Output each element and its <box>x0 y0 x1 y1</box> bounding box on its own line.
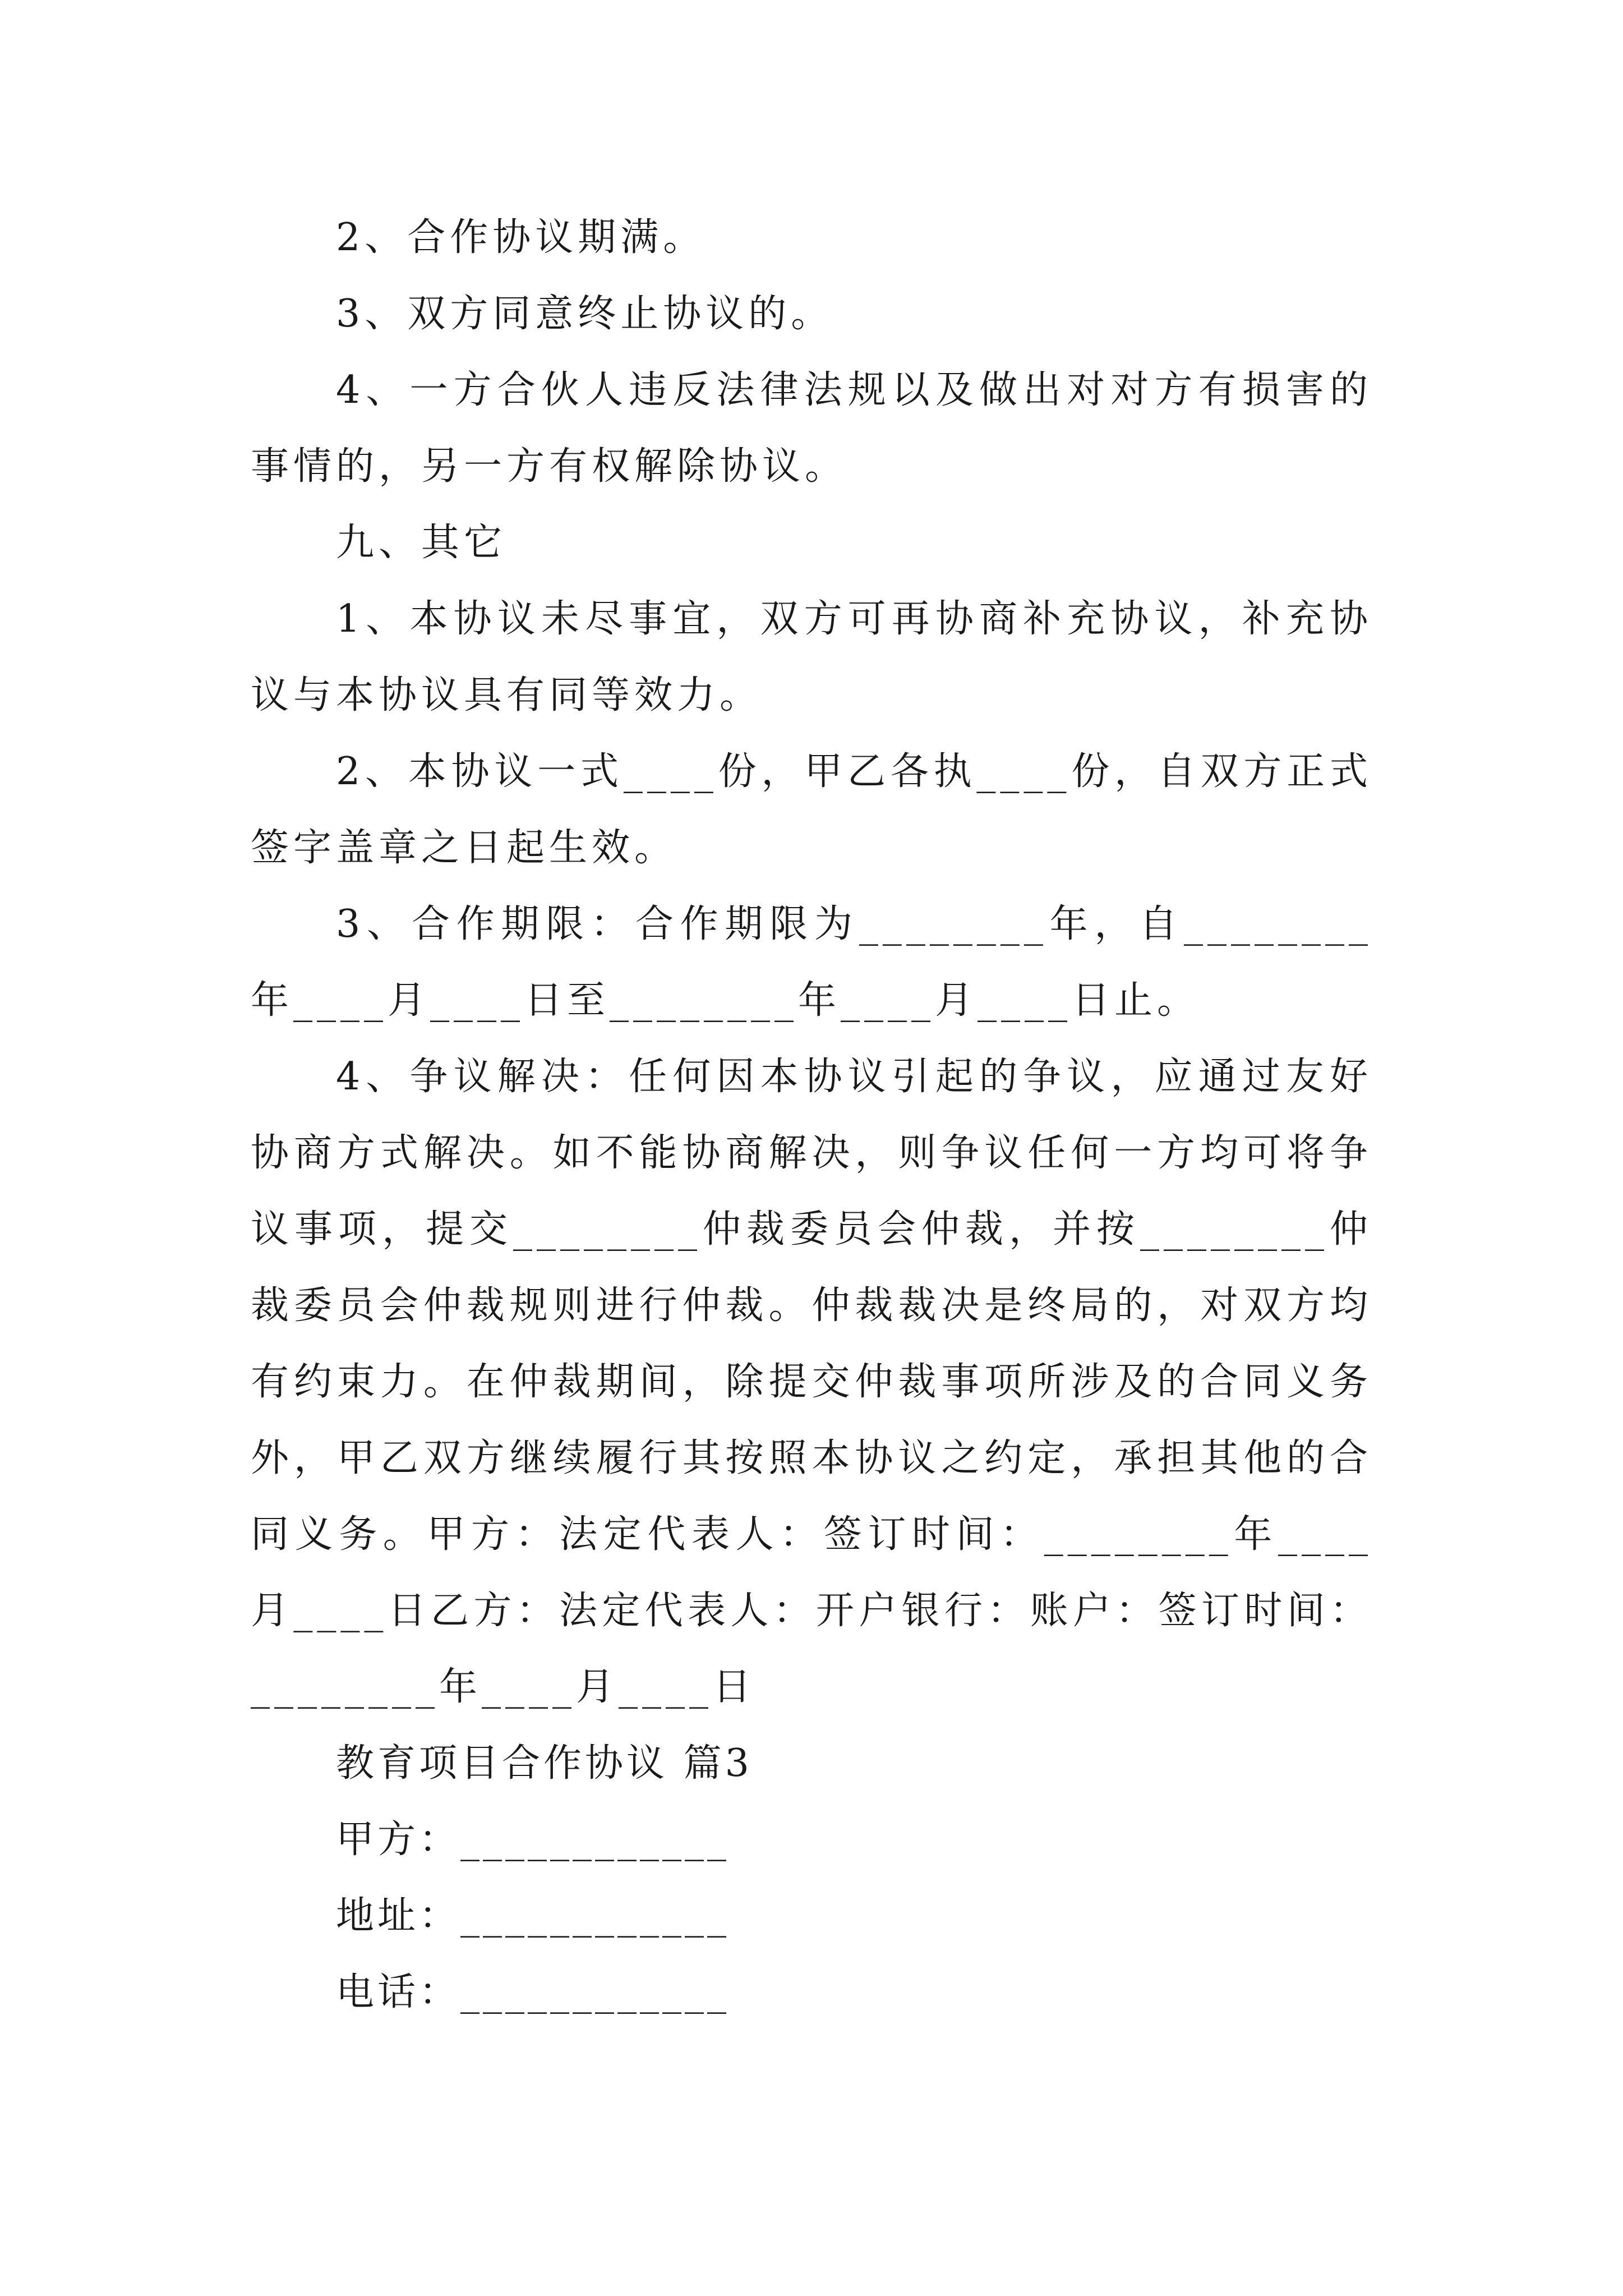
party-a-field: 甲方：____________ <box>336 1818 730 1862</box>
document-page <box>251 200 1372 2031</box>
section-heading: 九、其它 <box>336 521 507 565</box>
clause-paragraph: 4、一方合伙人违反法律法规以及做出对对方有损害的事情的，另一方有权解除协议。 <box>251 368 1372 489</box>
clause-paragraph: 3、双方同意终止协议的。 <box>336 292 834 336</box>
clause-paragraph: 4、争议解决：任何因本协议引起的争议，应通过友好协商方式解决。如不能协商解决，则争议任何一方均可将争议事项，提交________仲裁委员会仲裁，并按________仲裁委员会仲裁规则进行仲裁。仲裁裁决是终局的，对双方均有约束力。在仲裁期间，除提交仲裁事项所涉及的合同义务外，甲乙双方继续履行其按照本协议之约定，承担其他的合同义务。甲方：法定代表人：签订时间：________年____月____日乙方：法定代表人：开户银行：账户：签订时间：________年____月____日 <box>251 1055 1372 1709</box>
clause-paragraph: 2、本协议一式____份，甲乙各执____份，自双方正式签字盖章之日起生效。 <box>251 749 1372 870</box>
clause-paragraph: 3、合作期限：合作期限为________年，自________年____月____日至________年____月____日止。 <box>251 902 1372 1023</box>
clause-paragraph: 2、合作协议期满。 <box>336 215 706 260</box>
phone-field: 电话：____________ <box>336 1970 730 2014</box>
clause-paragraph: 1、本协议未尽事宜，双方可再协商补充协议，补充协议与本协议具有同等效力。 <box>251 597 1372 717</box>
address-field: 地址：____________ <box>336 1894 730 1938</box>
agreement-title: 教育项目合作协议 篇3 <box>336 1741 753 1786</box>
